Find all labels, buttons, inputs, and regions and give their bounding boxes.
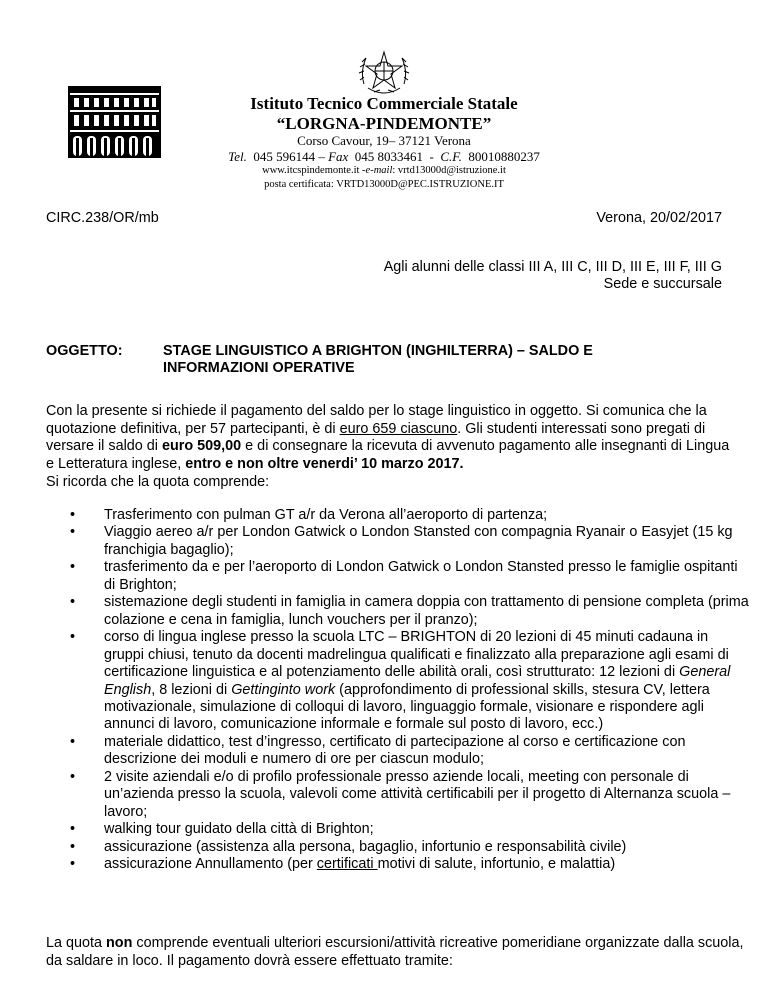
school-name: Istituto Tecnico Commerciale Statale	[250, 94, 518, 113]
subject-line-2: INFORMAZIONI OPERATIVE	[163, 360, 355, 376]
school-contacts: Tel. 045 596144 – Fax 045 8033461 - C.F. 80010880237	[228, 149, 540, 164]
insurance-certified: certificati	[316, 856, 378, 873]
circular-reference: CIRC.238/OR/mb	[46, 210, 159, 226]
insurance-text-2: motivi di salute, infortunio, e malattia)	[377, 856, 616, 873]
intro-text-3: e di consegnare la ricevuta di avvenuto pagamento alle insegnanti di Lingua e Letteratura inglese,	[46, 438, 730, 472]
excluded-paragraph	[46, 935, 746, 970]
school-web: www.itcspindemonte.it -e-mail: vrtd13000d@istruzione.it	[262, 165, 506, 176]
excluded-non: non	[106, 935, 133, 951]
course-text-1: corso di lingua inglese presso la scuola LTC – BRIGHTON di 20 lezioni di 45 minuti cadauna in gruppi chiusi, tenuto da docenti madrelingua qualificati e finalizzato alla preparazione agli esami di certificazione linguistica e al potenziamento delle abilità orali, così strutturato: 12 lezioni di	[104, 629, 729, 681]
website-link[interactable]: www.itcspindemonte.it	[262, 165, 360, 176]
recipients: Agli alunni delle classi III A, III C, III D, III E, III F, III G	[383, 259, 722, 275]
cf-label: C.F.	[440, 149, 462, 164]
list-item: • materiale didattico, test d’ingresso, certificato di partecipazione al corso e certificazione con descrizione dei moduli e numero di ore per ciascun modulo;	[70, 734, 750, 769]
course-getting-into-work: Gettinginto work	[231, 681, 336, 698]
list-item: • sistemazione degli studenti in famiglia in camera doppia con trattamento di pensione completa (prima colazione e cena in famiglia, lunch vouchers per il pranzo);	[70, 594, 750, 629]
email-link[interactable]: vrtd13000d@istruzione.it	[397, 165, 506, 176]
tel-label: Tel.	[228, 149, 247, 164]
subject-line-1: STAGE LINGUISTICO A BRIGHTON (INGHILTERRA) – SALDO E	[163, 343, 593, 359]
fax-label: Fax	[328, 149, 349, 164]
list-item: • assicurazione (assistenza alla persona, bagaglio, infortunio e responsabilità civile)	[70, 839, 750, 856]
school-address: Corso Cavour, 19– 37121 Verona	[297, 133, 471, 148]
tel-number: 045 596144	[253, 149, 316, 164]
cf-number: 80010880237	[468, 149, 540, 164]
list-item: • trasferimento da e per l’aeroporto di London Gatwick o London Stansted presso le famiglie ospitanti di Brighton;	[70, 559, 750, 594]
school-subname: “LORGNA-PINDEMONTE”	[276, 114, 492, 133]
course-text-2: , 8 lezioni di	[151, 681, 232, 698]
list-item	[70, 629, 750, 734]
list-item: • 2 visite aziendali e/o di profilo professionale presso aziende locali, meeting con personale di un’azienda presso la scuola, valevoli come attività certificabili per il progetto di Alternanza scuola – lavoro;	[70, 769, 750, 821]
fax-number: 045 8033461	[354, 149, 424, 164]
email-label: e-mail	[365, 165, 393, 176]
subject-label: OGGETTO:	[46, 343, 123, 359]
intro-text-2: . Gli studenti interessati sono pregati di versare il saldo di	[46, 420, 706, 455]
insurance-text-1: assicurazione Annullamento (per	[104, 856, 317, 873]
total-price: euro 659 ciascuno	[339, 420, 458, 437]
includes-intro: Si ricorda che la quota comprende:	[46, 474, 270, 490]
list-item: • walking tour guidato della città di Brighton;	[70, 821, 750, 838]
list-item: • Trasferimento con pulman GT a/r da Verona all’aeroporto di partenza;	[70, 507, 750, 524]
balance-amount: euro 509,00	[161, 438, 242, 455]
course-text-3: (approfondimento di professional skills, stesura CV, lettera motivazionale, simulazione di colloqui di lavoro, linguaggio formale, visionare e rispondere agli annunci di lavoro, comunicazione informale e formale sul posto di lavoro, ecc.)	[104, 681, 710, 733]
list-item: • Viaggio aereo a/r per London Gatwick o London Stansted con compagnia Ryanair o Easyjet (15 kg franchigia bagaglio);	[70, 524, 750, 559]
intro-paragraph	[46, 403, 736, 473]
document-date: Verona, 20/02/2017	[596, 210, 722, 226]
excluded-text-2: comprende eventuali ulteriori escursioni/attività ricreative pomeridiane organizzate dalla scuola, da saldare in loco. Il pagamento dovrà essere effettuato tramite:	[46, 935, 744, 969]
intro-text-1: Con la presente si richiede il pagamento del saldo per lo stage linguistico in oggetto. Si comunica che la quotazione definitiva, per 57 partecipanti, è di	[46, 403, 707, 437]
payment-deadline: entro e non oltre venerdi’ 10 marzo 2017.	[185, 455, 464, 472]
republic-emblem-icon	[356, 44, 412, 100]
school-pec: posta certificata: VRTD13000D@PEC.ISTRUZIONE.IT	[264, 179, 504, 190]
excluded-text-1: La quota	[46, 935, 107, 951]
list-item	[70, 856, 750, 873]
recipients-site: Sede e succursale	[603, 276, 722, 292]
includes-list	[70, 507, 750, 874]
course-general-english: General English	[104, 664, 731, 698]
